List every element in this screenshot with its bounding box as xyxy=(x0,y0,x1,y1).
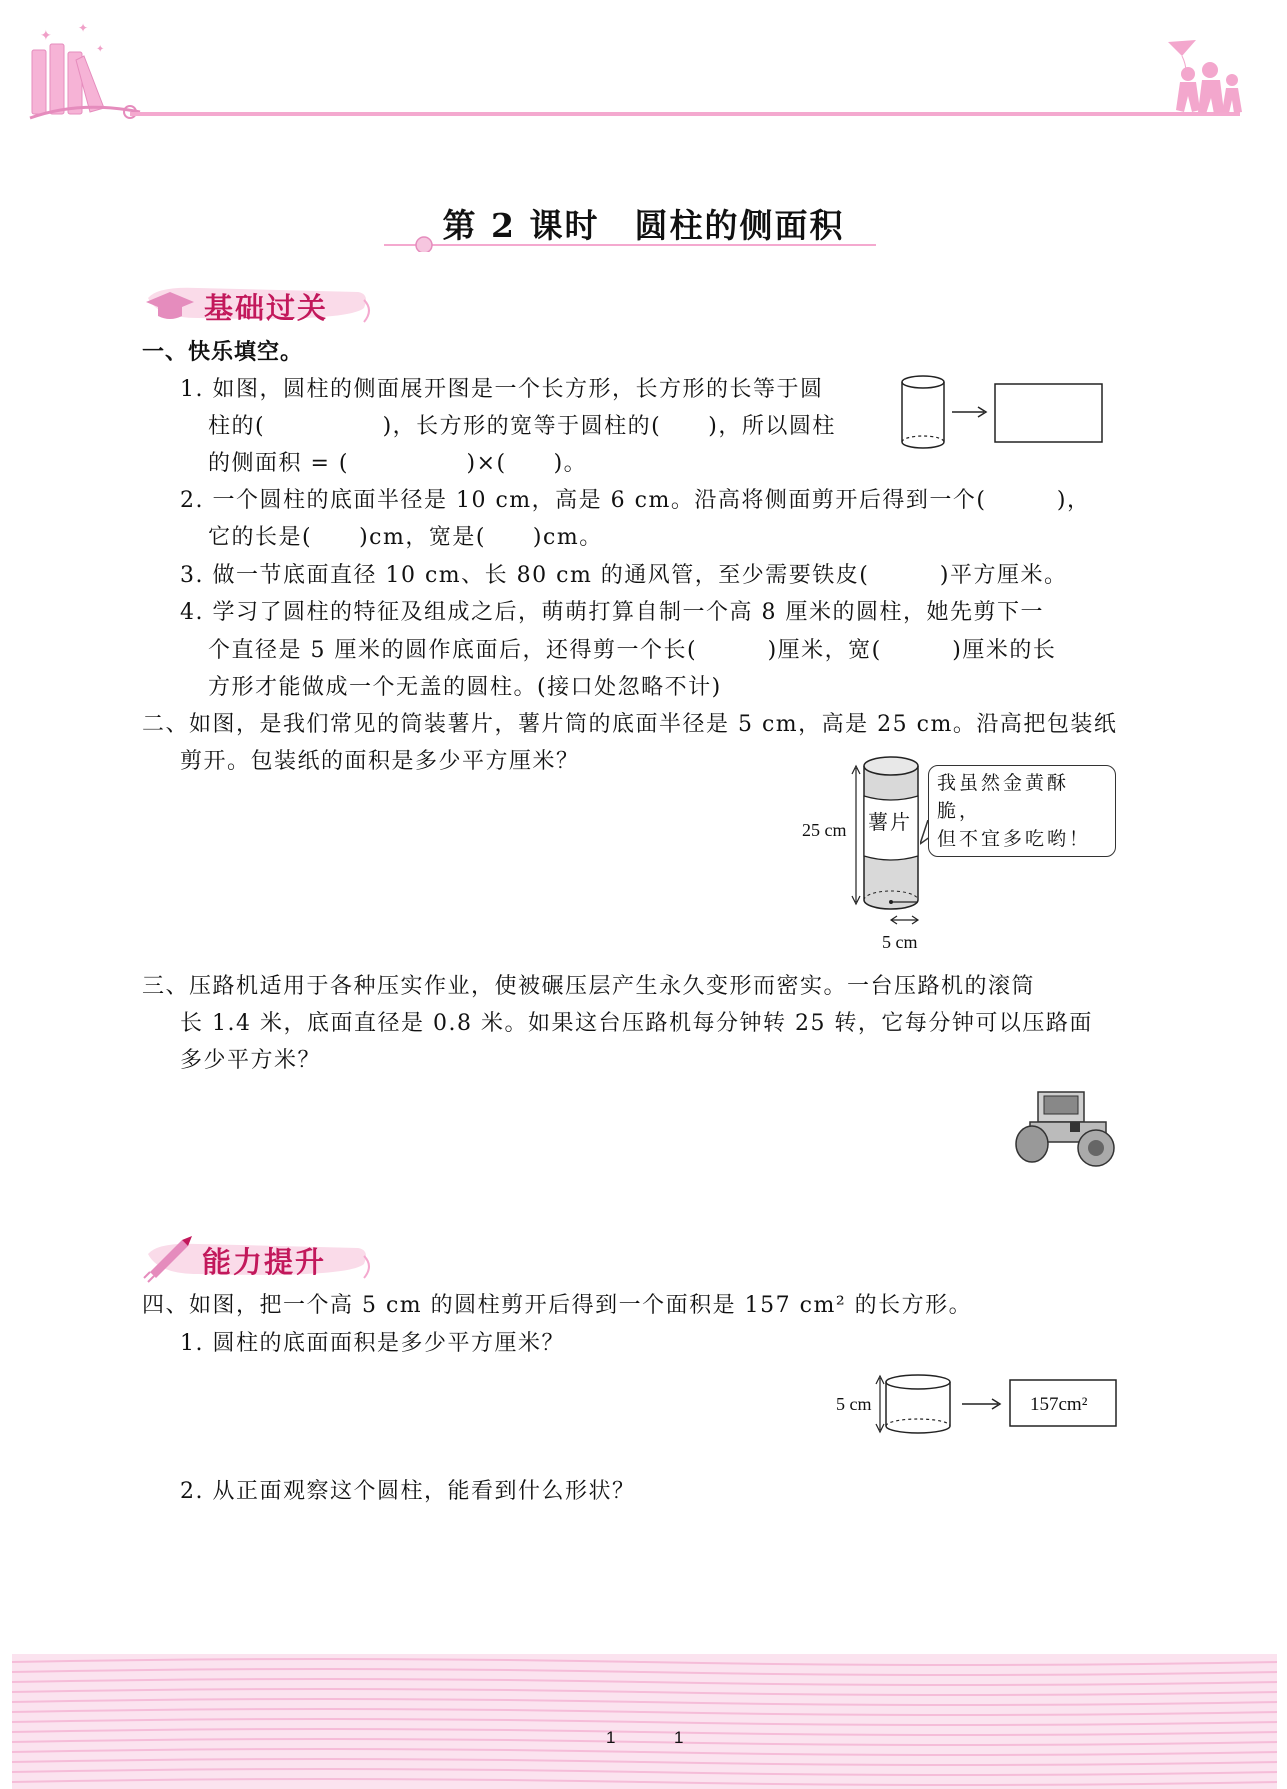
cylinder-height-label: 5 cm xyxy=(836,1394,872,1414)
page-title: 第 2 课时 圆柱的侧面积 xyxy=(442,206,845,245)
part4-q2: 2. 从正面观察这个圆柱，能看到什么形状？ xyxy=(180,1479,636,1504)
part3-line2: 长 1.4 米，底面直径是 0.8 米。如果这台压路机每分钟转 25 转，它每分钟可以压路面 xyxy=(180,1011,1093,1036)
bubble-line2: 但不宜多吃哟！ xyxy=(937,828,1092,850)
svg-text:✦: ✦ xyxy=(40,28,52,44)
bubble-line1: 我虽然金黄酥脆， xyxy=(937,772,1070,822)
can-radius-label: 5 cm xyxy=(882,932,918,952)
q2-line2: 它的长是( )cm，宽是( )cm。 xyxy=(208,525,603,550)
page-number-left: 1 xyxy=(606,1728,616,1747)
title-underline xyxy=(380,232,880,252)
footer-stripes xyxy=(12,1654,1277,1789)
part1-heading: 一、快乐填空。 xyxy=(142,340,304,365)
q1-line1: 1. 如图，圆柱的侧面展开图是一个长方形，长方形的长等于圆 xyxy=(180,377,824,402)
q1-line2: 柱的( )，长方形的宽等于圆柱的( )，所以圆柱 xyxy=(208,414,836,439)
part2-line1: 二、如图，是我们常见的筒装薯片，薯片筒的底面半径是 5 cm，高是 25 cm。沿高把包装纸 xyxy=(142,712,1118,737)
section-title-basic: 基础过关 xyxy=(204,291,329,325)
q4-line1: 4. 学习了圆柱的特征及组成之后，萌萌打算自制一个高 8 厘米的圆柱，她先剪下一 xyxy=(180,600,1044,625)
q4-line3: 方形才能做成一个无盖的圆柱。(接口处忽略不计) xyxy=(208,675,722,700)
q1-line3: 的侧面积 = ( )×( )。 xyxy=(208,451,588,476)
cylinder-net-figure xyxy=(898,372,1108,458)
svg-text:✦: ✦ xyxy=(96,44,105,55)
svg-text:✦: ✦ xyxy=(78,21,89,35)
part4-heading: 四、如图，把一个高 5 cm 的圆柱剪开后得到一个面积是 157 cm² 的长方形。 xyxy=(142,1293,973,1318)
q3-line: 3. 做一节底面直径 10 cm、长 80 cm 的通风管，至少需要铁皮( )平方厘米。 xyxy=(180,563,1068,588)
part4-q1: 1. 圆柱的底面面积是多少平方厘米？ xyxy=(180,1331,565,1356)
section-title-advanced: 能力提升 xyxy=(202,1245,327,1279)
page-number-right: 1 xyxy=(674,1728,684,1747)
rectangle-area-label: 157cm² xyxy=(1030,1394,1088,1415)
can-height-label: 25 cm xyxy=(802,820,847,840)
header-art xyxy=(0,0,1287,150)
speech-bubble xyxy=(928,765,1116,857)
part3-line1: 三、压路机适用于各种压实作业，使被碾压层产生永久变形而密实。一台压路机的滚筒 xyxy=(142,974,1036,999)
q2-line1: 2. 一个圆柱的底面半径是 10 cm，高是 6 cm。沿高将侧面剪开后得到一个( )， xyxy=(180,488,1091,513)
q4-line2: 个直径是 5 厘米的圆作底面后，还得剪一个长( )厘米，宽( )厘米的长 xyxy=(208,638,1057,663)
can-label: 薯片 xyxy=(868,810,912,834)
road-roller-illustration xyxy=(1010,1082,1120,1172)
part2-line2: 剪开。包装纸的面积是多少平方厘米？ xyxy=(180,749,580,774)
part3-line3: 多少平方米？ xyxy=(180,1048,322,1073)
